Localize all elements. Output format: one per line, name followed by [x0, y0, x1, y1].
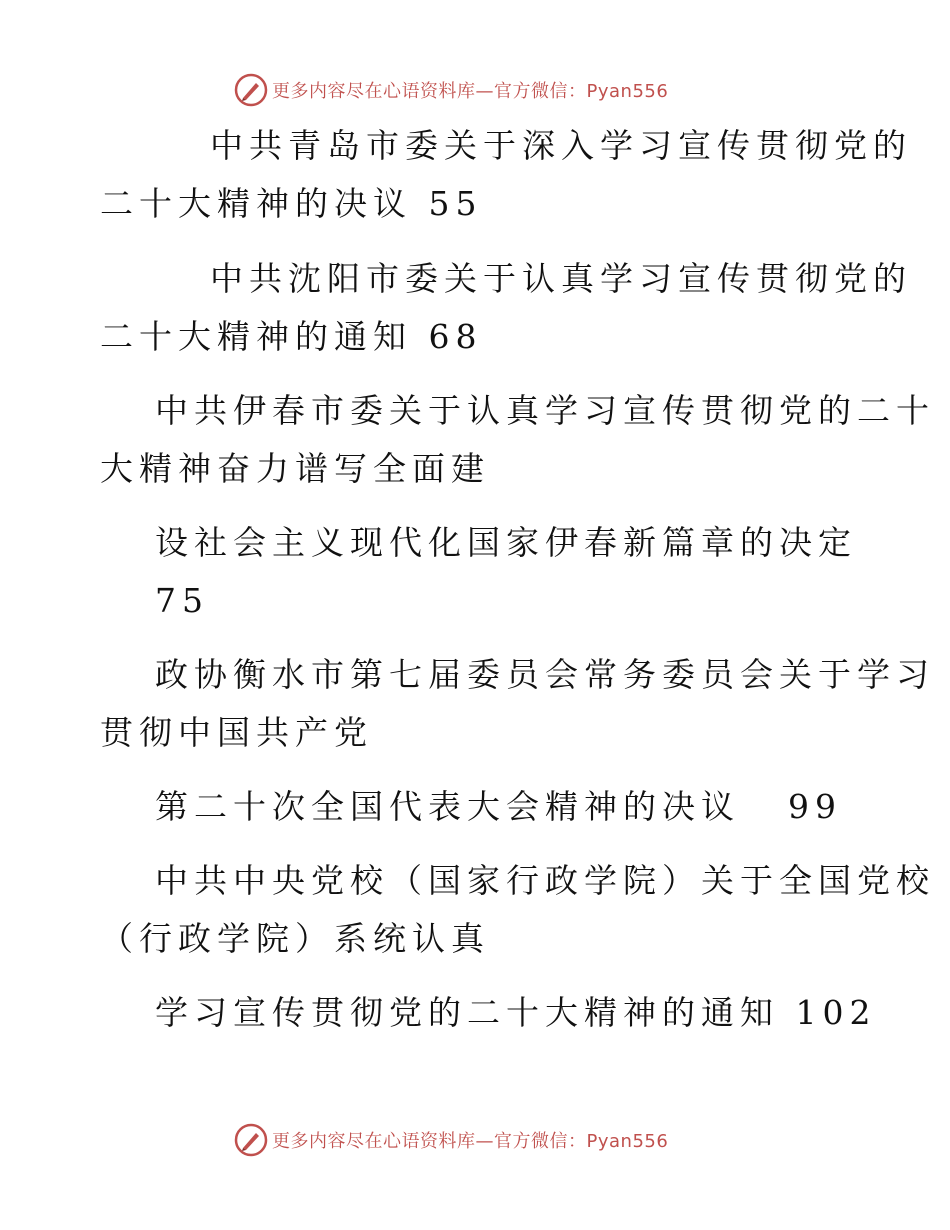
toc-entry-6-line-1 — [155, 787, 842, 827]
toc-entry-4-page-number: 75 — [155, 581, 209, 620]
toc-entry-3-line-1: 中共伊春市委关于认真学习宣传贯彻党的二十 — [155, 391, 935, 430]
toc-entry-6-page-number: 99 — [788, 787, 842, 826]
toc-entry-8-line-1: 学习宣传贯彻党的二十大精神的通知 102 — [155, 993, 877, 1032]
toc-entry-1-line-2: 二十大精神的决议 55 — [100, 184, 483, 223]
toc-entry-5-line-1: 政协衡水市第七届委员会常务委员会关于学习 — [155, 655, 935, 694]
toc-entry-2-line-1: 中共沈阳市委关于认真学习宣传贯彻党的 — [210, 259, 912, 298]
header-banner-text: 更多内容尽在心语资料库—官方微信：Pyan556 — [272, 81, 669, 102]
toc-entry-6-text: 第二十次全国代表大会精神的决议 — [155, 787, 740, 826]
toc-entry-1-line-1: 中共青岛市委关于深入学习宣传贯彻党的 — [210, 126, 912, 165]
toc-entry-3-line-2: 大精神奋力谱写全面建 — [100, 449, 490, 488]
toc-entry-2-line-2: 二十大精神的通知 68 — [100, 317, 483, 356]
toc-entry-4-line-1: 设社会主义现代化国家伊春新篇章的决定 — [155, 523, 857, 562]
toc-entry-7-line-2: （行政学院）系统认真 — [100, 919, 490, 958]
pen-logo-icon — [234, 1123, 268, 1157]
footer-banner-text: 更多内容尽在心语资料库—官方微信：Pyan556 — [272, 1131, 669, 1152]
toc-entry-7-line-1: 中共中央党校（国家行政学院）关于全国党校 — [155, 861, 935, 900]
toc-entry-5-line-2: 贯彻中国共产党 — [100, 713, 373, 752]
footer-banner — [234, 1122, 668, 1158]
